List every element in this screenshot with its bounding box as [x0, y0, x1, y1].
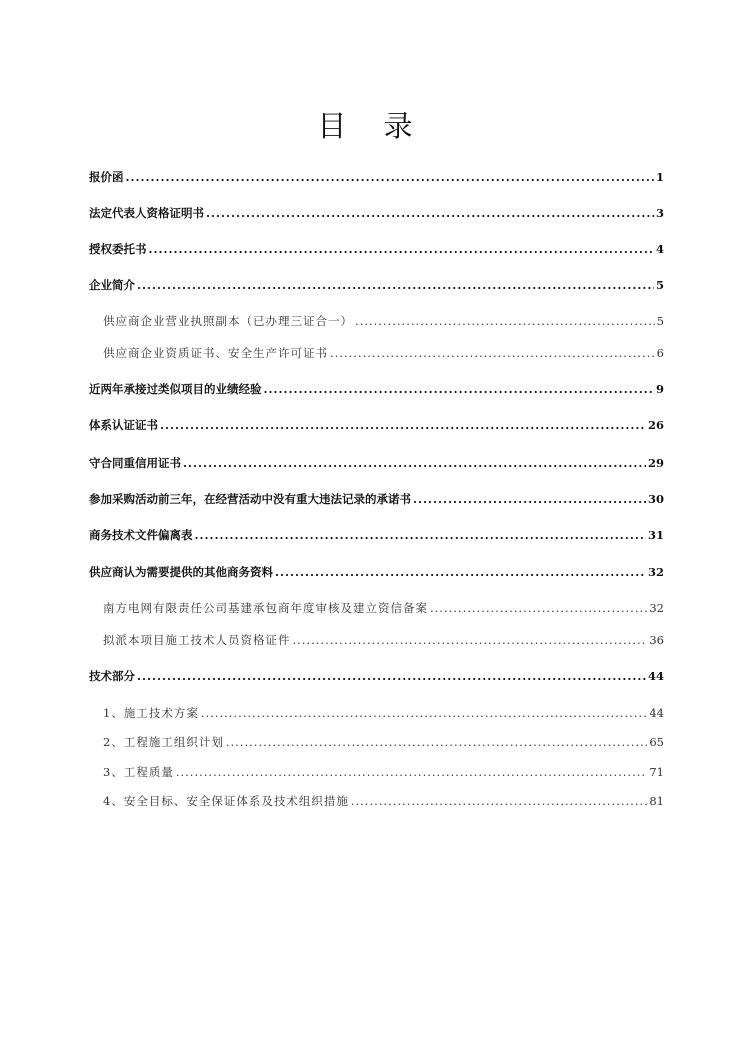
toc-leader-dots — [149, 242, 654, 256]
toc-leader-dots — [137, 669, 646, 683]
toc-entry[interactable] — [89, 455, 664, 471]
toc-leader-dots — [293, 633, 648, 647]
toc-subentry[interactable] — [103, 734, 664, 750]
toc-leader-dots — [176, 765, 648, 779]
toc-entry-label: 4、安全目标、安全保证体系及技术组织措施 — [103, 794, 349, 808]
toc-page-number: 5 — [655, 278, 664, 292]
toc-subentry[interactable] — [103, 345, 664, 361]
toc-subentry[interactable] — [103, 313, 664, 329]
toc-entry-label: 授权委托书 — [89, 242, 147, 256]
toc-page-number: 36 — [649, 633, 664, 647]
toc-page-number: 32 — [647, 565, 664, 579]
toc-page-number: 9 — [655, 382, 664, 396]
toc-entry-label: 供应商认为需要提供的其他商务资料 — [89, 565, 273, 579]
toc-leader-dots — [430, 601, 647, 615]
toc-entry-label: 3、工程质量 — [103, 765, 174, 779]
toc-entry-label: 体系认证证书 — [89, 418, 158, 432]
toc-entry[interactable] — [89, 381, 664, 397]
toc-page-number: 1 — [655, 170, 664, 184]
toc-entry[interactable] — [89, 564, 664, 580]
toc-page-number: 44 — [649, 706, 664, 720]
toc-leader-dots — [160, 418, 646, 432]
toc-leader-dots — [264, 382, 654, 396]
toc-leader-dots — [195, 528, 646, 542]
toc-entry-label: 2、工程施工组织计划 — [103, 735, 224, 749]
toc-page-number: 30 — [647, 492, 664, 506]
toc-entry[interactable] — [89, 277, 664, 293]
toc-entry[interactable] — [89, 417, 664, 433]
toc-leader-dots — [413, 492, 646, 506]
toc-page-number: 3 — [655, 206, 664, 220]
toc-entry-label: 报价函 — [89, 170, 124, 184]
toc-leader-dots — [351, 794, 648, 808]
toc-entry[interactable] — [89, 205, 664, 221]
toc-entry-label: 法定代表人资格证明书 — [89, 206, 204, 220]
toc-subentry[interactable] — [103, 632, 664, 648]
toc-page-number: 71 — [649, 765, 664, 779]
toc-page-number: 4 — [655, 242, 664, 256]
toc-subentry[interactable] — [103, 764, 664, 780]
toc-entry-label: 商务技术文件偏离表 — [89, 528, 193, 542]
toc-page-number: 31 — [647, 528, 664, 542]
toc-entry-label: 近两年承接过类似项目的业绩经验 — [89, 382, 262, 396]
toc-subentry[interactable] — [103, 705, 664, 721]
toc-entry-label: 供应商企业资质证书、安全生产许可证书 — [103, 346, 328, 360]
toc-entry[interactable] — [89, 169, 664, 185]
toc-page-number: 32 — [649, 601, 664, 615]
toc-page-number: 29 — [647, 456, 664, 470]
toc-leader-dots — [355, 314, 655, 328]
toc-subentry[interactable] — [103, 600, 664, 616]
toc-entry-label: 拟派本项目施工技术人员资格证件 — [103, 633, 291, 647]
toc-entry[interactable] — [89, 527, 664, 543]
toc-page-number: 5 — [656, 314, 664, 328]
toc-entry[interactable] — [89, 668, 664, 684]
toc-entry-label: 企业简介 — [89, 278, 135, 292]
toc-entry[interactable] — [89, 241, 664, 257]
toc-entry-label: 技术部分 — [89, 669, 135, 683]
document-title: 目 录 — [317, 109, 427, 143]
toc-leader-dots — [226, 735, 648, 749]
toc-entry[interactable] — [89, 491, 664, 507]
toc-page-number: 81 — [649, 794, 664, 808]
toc-entry-label: 南方电网有限责任公司基建承包商年度审核及建立资信备案 — [103, 601, 428, 615]
toc-leader-dots — [275, 565, 646, 579]
toc-leader-dots — [183, 456, 646, 470]
toc-subentry[interactable] — [103, 793, 664, 809]
toc-page-number: 44 — [647, 669, 664, 683]
toc-leader-dots — [201, 706, 648, 720]
toc-leader-dots — [126, 170, 654, 184]
toc-entry-label: 守合同重信用证书 — [89, 456, 181, 470]
toc-page-number: 65 — [649, 735, 664, 749]
toc-leader-dots — [206, 206, 654, 220]
toc-entry-label: 供应商企业营业执照副本（已办理三证合一） — [103, 314, 353, 328]
toc-page-number: 26 — [647, 418, 664, 432]
toc-entry-label: 参加采购活动前三年，在经营活动中没有重大违法记录的承诺书 — [89, 492, 411, 506]
toc-leader-dots — [330, 346, 655, 360]
toc-page-number: 6 — [656, 346, 664, 360]
toc-entry-label: 1、施工技术方案 — [103, 706, 199, 720]
toc-leader-dots — [137, 278, 654, 292]
